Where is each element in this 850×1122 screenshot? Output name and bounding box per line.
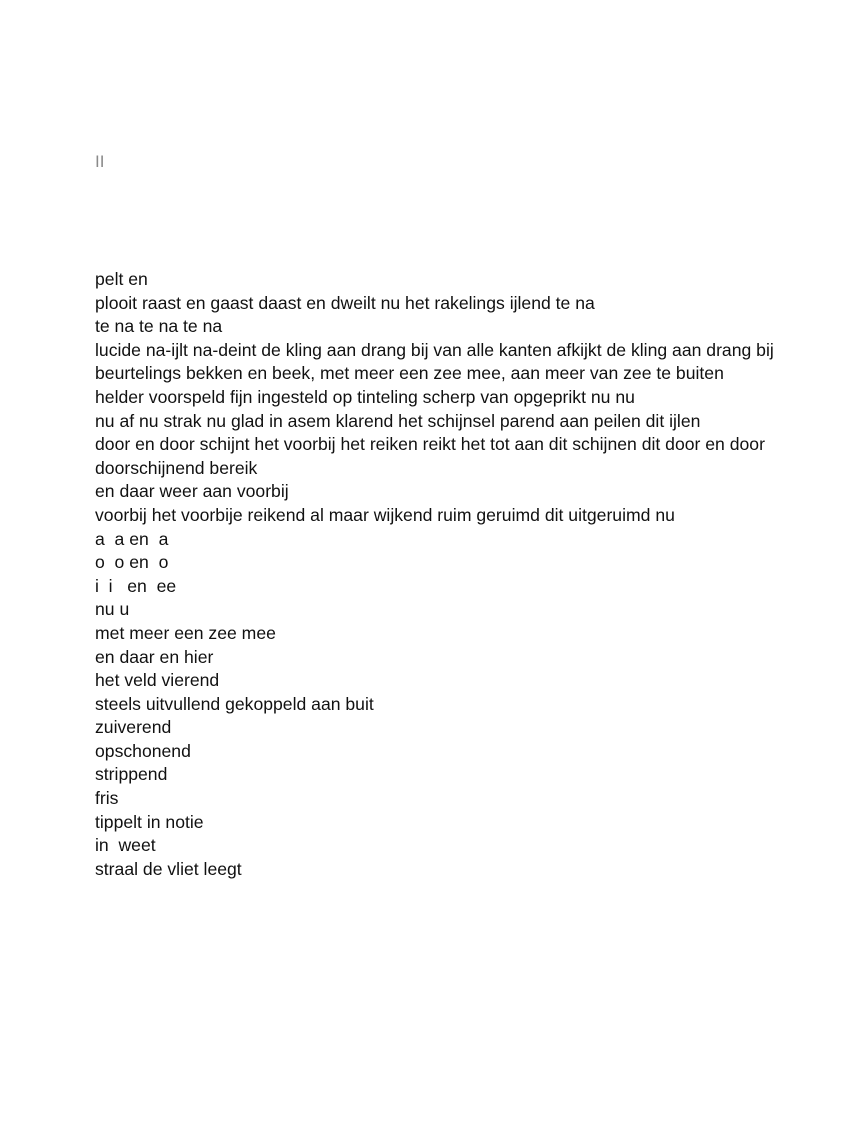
poem-line: en daar weer aan voorbij [95,481,289,502]
poem-line: lucide na-ijlt na-deint de kling aan drang bij van alle kanten afkijkt de kling aan drang bij [95,339,774,360]
poem-line: door en door schijnt het voorbij het reiken reikt het tot aan dit schijnen dit door en door doorschijnend bereik [95,434,770,478]
poem-line: i i en ee [95,575,177,596]
poem-line: a a en a [95,528,169,549]
poem-line: fris [95,788,119,809]
poem-line: voorbij het voorbije reikend al maar wijkend ruim geruimd dit uitgeruimd nu [95,504,675,525]
poem-line: met meer een zee mee [95,622,276,643]
poem-line: nu u [95,599,130,620]
poem-line: strippend [95,764,168,785]
poem-line: helder voorspeld fijn ingesteld op tinteling scherp van opgeprikt nu nu [95,386,635,407]
poem-line: het veld vierend [95,670,220,691]
poem-line: te na te na te na [95,316,223,337]
poem-line: o o en o [95,552,169,573]
poem-line: tippelt in notie [95,811,204,832]
section-number: II [95,152,105,171]
poem-line: straal de vliet leegt [95,858,242,879]
poem-line: beurtelings bekken en beek, met meer een zee mee, aan meer van zee te buiten [95,363,724,384]
poem-line: opschonend [95,740,191,761]
poem-line: plooit raast en gaast daast en dweilt nu het rakelings ijlend te na [95,292,595,313]
poem-line: in weet [95,835,156,856]
poem-line: steels uitvullend gekoppeld aan buit [95,693,374,714]
poem-line: nu af nu strak nu glad in asem klarend het schijnsel parend aan peilen dit ijlen [95,410,701,431]
poem-line: zuiverend [95,717,172,738]
poem-line: en daar en hier [95,646,214,667]
poem-body [95,268,805,881]
poem-line: pelt en [95,269,148,289]
